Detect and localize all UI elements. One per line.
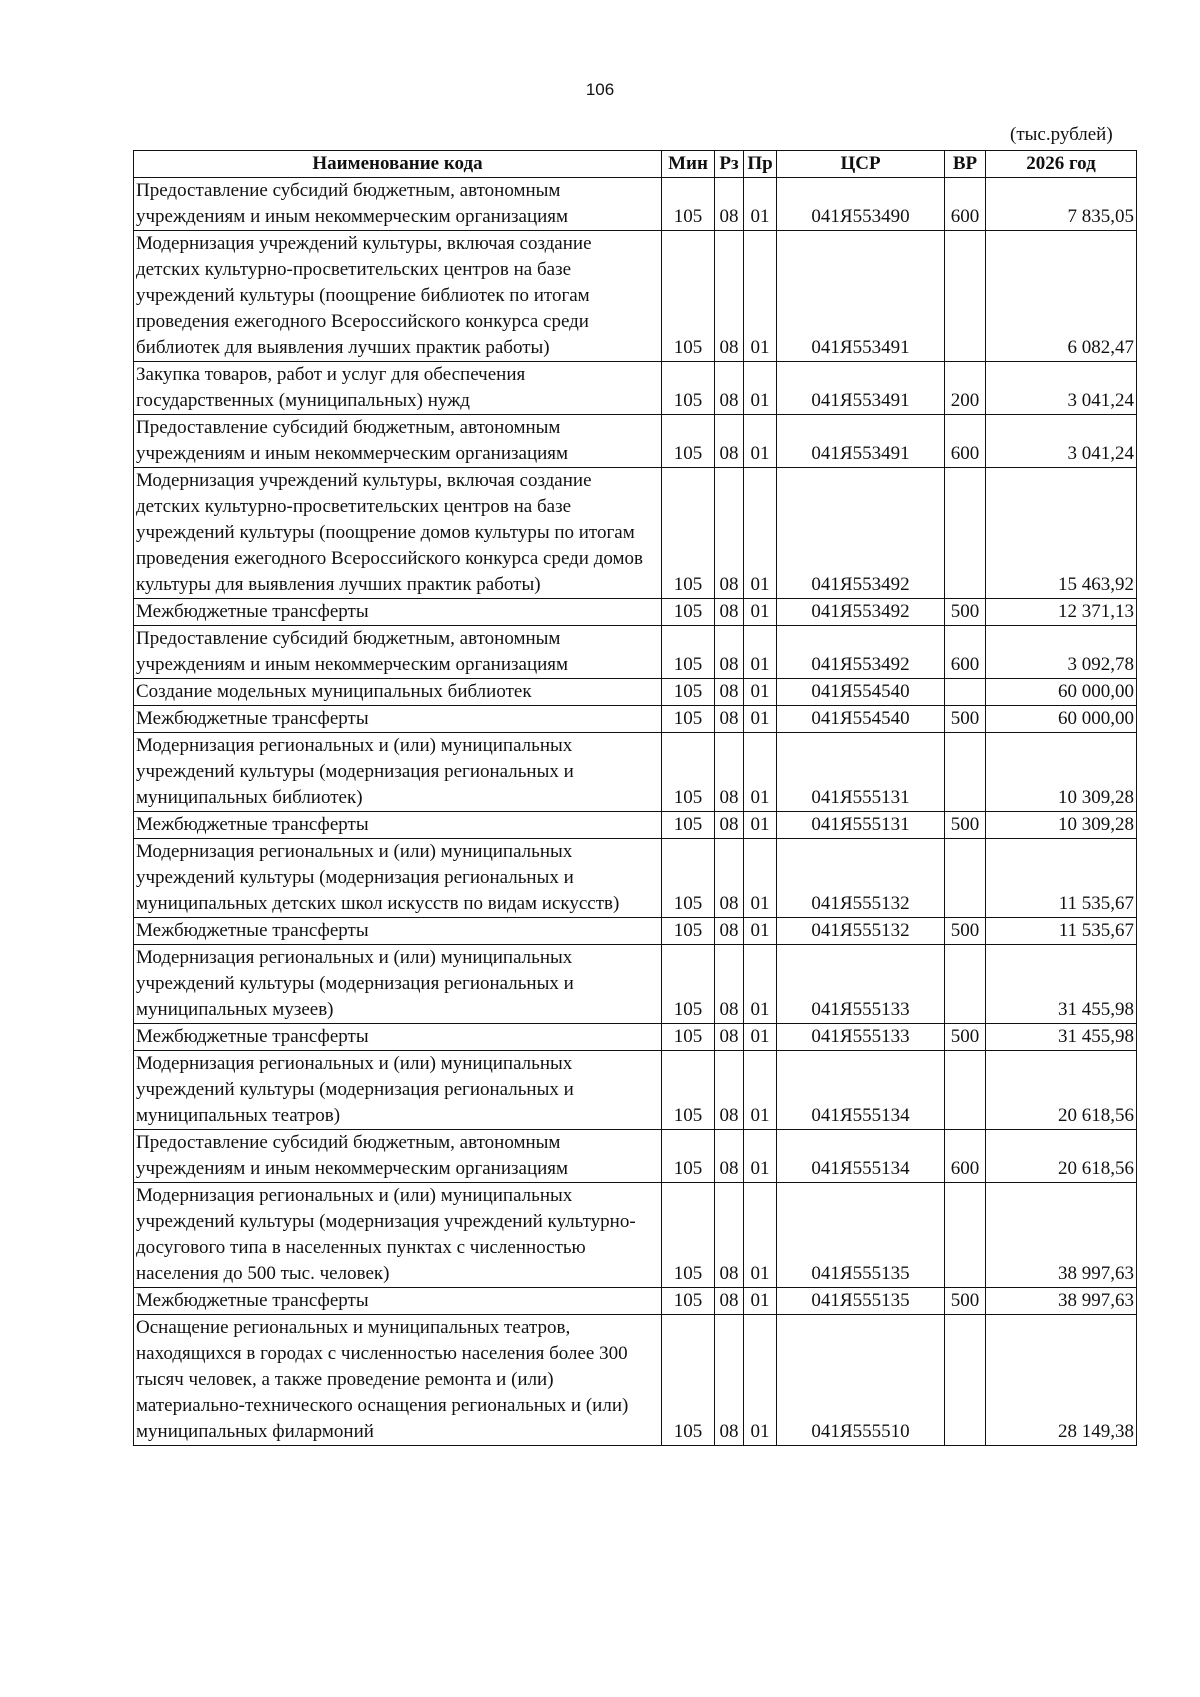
budget-table bbox=[133, 150, 1137, 1446]
cell-vr bbox=[945, 679, 986, 706]
cell-amount: 3 041,24 bbox=[986, 362, 1137, 415]
cell-vr: 500 bbox=[945, 1288, 986, 1315]
cell-csr: 041Я555133 bbox=[777, 1024, 945, 1051]
cell-min: 105 bbox=[662, 178, 715, 231]
cell-rz: 08 bbox=[715, 1051, 744, 1130]
cell-min: 105 bbox=[662, 679, 715, 706]
cell-pr: 01 bbox=[744, 706, 777, 733]
cell-min: 105 bbox=[662, 1024, 715, 1051]
cell-pr: 01 bbox=[744, 1183, 777, 1288]
cell-amount: 28 149,38 bbox=[986, 1315, 1137, 1446]
cell-csr: 041Я553492 bbox=[777, 626, 945, 679]
cell-min: 105 bbox=[662, 839, 715, 918]
table-row bbox=[134, 812, 1137, 839]
cell-vr bbox=[945, 839, 986, 918]
column-header-rz: Рз bbox=[715, 151, 744, 178]
cell-min: 105 bbox=[662, 1288, 715, 1315]
cell-amount: 20 618,56 bbox=[986, 1051, 1137, 1130]
cell-amount: 60 000,00 bbox=[986, 706, 1137, 733]
cell-csr: 041Я554540 bbox=[777, 706, 945, 733]
table-row bbox=[134, 1130, 1137, 1183]
cell-amount: 3 092,78 bbox=[986, 626, 1137, 679]
cell-name: Модернизация региональных и (или) муниципальных учреждений культуры (модернизация региональных и муниципальных детских школ искусств по видам искусств) bbox=[134, 839, 662, 918]
cell-vr: 500 bbox=[945, 812, 986, 839]
cell-name: Предоставление субсидий бюджетным, автономным учреждениям и иным некоммерческим организациям bbox=[134, 415, 662, 468]
cell-vr: 500 bbox=[945, 599, 986, 626]
cell-amount: 38 997,63 bbox=[986, 1288, 1137, 1315]
cell-name: Модернизация региональных и (или) муниципальных учреждений культуры (модернизация учреждений культурно-досугового типа в населенных пунктах с численностью населения до 500 тыс. человек) bbox=[134, 1183, 662, 1288]
cell-csr: 041Я555133 bbox=[777, 945, 945, 1024]
column-header-csr: ЦСР bbox=[777, 151, 945, 178]
cell-pr: 01 bbox=[744, 231, 777, 362]
column-header-pr: Пр bbox=[744, 151, 777, 178]
cell-vr: 600 bbox=[945, 1130, 986, 1183]
table-row bbox=[134, 733, 1137, 812]
cell-vr: 500 bbox=[945, 706, 986, 733]
table-row bbox=[134, 468, 1137, 599]
cell-amount: 31 455,98 bbox=[986, 1024, 1137, 1051]
cell-vr bbox=[945, 1315, 986, 1446]
cell-min: 105 bbox=[662, 1051, 715, 1130]
cell-vr: 600 bbox=[945, 415, 986, 468]
cell-amount: 6 082,47 bbox=[986, 231, 1137, 362]
cell-csr: 041Я553491 bbox=[777, 415, 945, 468]
cell-amount: 3 041,24 bbox=[986, 415, 1137, 468]
cell-vr bbox=[945, 733, 986, 812]
cell-rz: 08 bbox=[715, 812, 744, 839]
cell-vr bbox=[945, 945, 986, 1024]
cell-pr: 01 bbox=[744, 626, 777, 679]
cell-vr: 600 bbox=[945, 626, 986, 679]
table-row bbox=[134, 362, 1137, 415]
cell-name: Межбюджетные трансферты bbox=[134, 1024, 662, 1051]
table-row bbox=[134, 178, 1137, 231]
table-row bbox=[134, 1051, 1137, 1130]
cell-rz: 08 bbox=[715, 839, 744, 918]
cell-name: Модернизация региональных и (или) муниципальных учреждений культуры (модернизация региональных и муниципальных театров) bbox=[134, 1051, 662, 1130]
cell-rz: 08 bbox=[715, 415, 744, 468]
cell-csr: 041Я555134 bbox=[777, 1051, 945, 1130]
cell-csr: 041Я555134 bbox=[777, 1130, 945, 1183]
cell-rz: 08 bbox=[715, 1024, 744, 1051]
cell-csr: 041Я555131 bbox=[777, 733, 945, 812]
cell-name: Закупка товаров, работ и услуг для обеспечения государственных (муниципальных) нужд bbox=[134, 362, 662, 415]
cell-rz: 08 bbox=[715, 1130, 744, 1183]
cell-min: 105 bbox=[662, 945, 715, 1024]
table-row bbox=[134, 626, 1137, 679]
cell-name: Межбюджетные трансферты bbox=[134, 918, 662, 945]
cell-min: 105 bbox=[662, 918, 715, 945]
cell-name: Предоставление субсидий бюджетным, автономным учреждениям и иным некоммерческим организациям bbox=[134, 1130, 662, 1183]
cell-csr: 041Я555135 bbox=[777, 1183, 945, 1288]
cell-pr: 01 bbox=[744, 918, 777, 945]
cell-amount: 11 535,67 bbox=[986, 839, 1137, 918]
cell-name: Оснащение региональных и муниципальных театров, находящихся в городах с численностью населения более 300 тысяч человек, а также проведение ремонта и (или) материально-технического оснащения региональных и (или) муниципальных филармоний bbox=[134, 1315, 662, 1446]
cell-min: 105 bbox=[662, 1130, 715, 1183]
cell-pr: 01 bbox=[744, 733, 777, 812]
cell-rz: 08 bbox=[715, 178, 744, 231]
cell-rz: 08 bbox=[715, 231, 744, 362]
table-row bbox=[134, 945, 1137, 1024]
cell-rz: 08 bbox=[715, 706, 744, 733]
table-row bbox=[134, 599, 1137, 626]
cell-amount: 10 309,28 bbox=[986, 812, 1137, 839]
cell-rz: 08 bbox=[715, 468, 744, 599]
cell-min: 105 bbox=[662, 1183, 715, 1288]
cell-csr: 041Я554540 bbox=[777, 679, 945, 706]
cell-amount: 10 309,28 bbox=[986, 733, 1137, 812]
table-row bbox=[134, 415, 1137, 468]
table-row bbox=[134, 231, 1137, 362]
table-body bbox=[134, 178, 1137, 1446]
cell-vr bbox=[945, 231, 986, 362]
cell-name: Создание модельных муниципальных библиотек bbox=[134, 679, 662, 706]
cell-pr: 01 bbox=[744, 1288, 777, 1315]
cell-csr: 041Я555132 bbox=[777, 918, 945, 945]
column-header-name: Наименование кода bbox=[134, 151, 662, 178]
cell-csr: 041Я553491 bbox=[777, 362, 945, 415]
cell-amount: 38 997,63 bbox=[986, 1183, 1137, 1288]
cell-pr: 01 bbox=[744, 812, 777, 839]
cell-csr: 041Я553492 bbox=[777, 599, 945, 626]
cell-amount: 31 455,98 bbox=[986, 945, 1137, 1024]
cell-vr: 500 bbox=[945, 1024, 986, 1051]
cell-rz: 08 bbox=[715, 918, 744, 945]
table-row bbox=[134, 1288, 1137, 1315]
cell-min: 105 bbox=[662, 812, 715, 839]
cell-amount: 12 371,13 bbox=[986, 599, 1137, 626]
cell-amount: 11 535,67 bbox=[986, 918, 1137, 945]
cell-rz: 08 bbox=[715, 945, 744, 1024]
cell-pr: 01 bbox=[744, 415, 777, 468]
table-row bbox=[134, 679, 1137, 706]
column-header-vr: ВР bbox=[945, 151, 986, 178]
table-row bbox=[134, 1183, 1137, 1288]
cell-vr bbox=[945, 468, 986, 599]
cell-name: Предоставление субсидий бюджетным, автономным учреждениям и иным некоммерческим организациям bbox=[134, 626, 662, 679]
cell-min: 105 bbox=[662, 231, 715, 362]
cell-rz: 08 bbox=[715, 1288, 744, 1315]
cell-pr: 01 bbox=[744, 679, 777, 706]
cell-csr: 041Я553492 bbox=[777, 468, 945, 599]
cell-name: Межбюджетные трансферты bbox=[134, 706, 662, 733]
cell-rz: 08 bbox=[715, 733, 744, 812]
cell-rz: 08 bbox=[715, 626, 744, 679]
table-row bbox=[134, 706, 1137, 733]
cell-vr: 500 bbox=[945, 918, 986, 945]
cell-amount: 20 618,56 bbox=[986, 1130, 1137, 1183]
cell-csr: 041Я555132 bbox=[777, 839, 945, 918]
cell-rz: 08 bbox=[715, 599, 744, 626]
cell-min: 105 bbox=[662, 362, 715, 415]
cell-vr: 200 bbox=[945, 362, 986, 415]
units-label: (тыс.рублей) bbox=[1010, 124, 1113, 145]
cell-min: 105 bbox=[662, 733, 715, 812]
cell-vr bbox=[945, 1183, 986, 1288]
cell-name: Предоставление субсидий бюджетным, автономным учреждениям и иным некоммерческим организациям bbox=[134, 178, 662, 231]
cell-name: Межбюджетные трансферты bbox=[134, 812, 662, 839]
column-header-min: Мин bbox=[662, 151, 715, 178]
table-row bbox=[134, 1315, 1137, 1446]
cell-amount: 15 463,92 bbox=[986, 468, 1137, 599]
cell-pr: 01 bbox=[744, 1130, 777, 1183]
cell-min: 105 bbox=[662, 415, 715, 468]
cell-name: Межбюджетные трансферты bbox=[134, 1288, 662, 1315]
cell-pr: 01 bbox=[744, 1051, 777, 1130]
page-number: 106 bbox=[585, 80, 615, 99]
table-row bbox=[134, 918, 1137, 945]
cell-pr: 01 bbox=[744, 945, 777, 1024]
cell-pr: 01 bbox=[744, 178, 777, 231]
cell-rz: 08 bbox=[715, 1315, 744, 1446]
cell-csr: 041Я555510 bbox=[777, 1315, 945, 1446]
table-row bbox=[134, 1024, 1137, 1051]
cell-min: 105 bbox=[662, 1315, 715, 1446]
cell-min: 105 bbox=[662, 599, 715, 626]
cell-csr: 041Я553491 bbox=[777, 231, 945, 362]
cell-amount: 60 000,00 bbox=[986, 679, 1137, 706]
cell-name: Модернизация региональных и (или) муниципальных учреждений культуры (модернизация региональных и муниципальных музеев) bbox=[134, 945, 662, 1024]
cell-pr: 01 bbox=[744, 362, 777, 415]
cell-min: 105 bbox=[662, 706, 715, 733]
cell-csr: 041Я555131 bbox=[777, 812, 945, 839]
cell-csr: 041Я553490 bbox=[777, 178, 945, 231]
cell-pr: 01 bbox=[744, 839, 777, 918]
cell-rz: 08 bbox=[715, 362, 744, 415]
cell-rz: 08 bbox=[715, 1183, 744, 1288]
cell-min: 105 bbox=[662, 468, 715, 599]
column-header-year: 2026 год bbox=[986, 151, 1137, 178]
cell-name: Межбюджетные трансферты bbox=[134, 599, 662, 626]
cell-name: Модернизация учреждений культуры, включая создание детских культурно-просветительских центров на базе учреждений культуры (поощрение домов культуры по итогам проведения ежегодного Всероссийского конкурса среди домов культуры для выявления лучших практик работы) bbox=[134, 468, 662, 599]
cell-amount: 7 835,05 bbox=[986, 178, 1137, 231]
cell-min: 105 bbox=[662, 626, 715, 679]
cell-pr: 01 bbox=[744, 1024, 777, 1051]
cell-pr: 01 bbox=[744, 468, 777, 599]
cell-name: Модернизация региональных и (или) муниципальных учреждений культуры (модернизация региональных и муниципальных библиотек) bbox=[134, 733, 662, 812]
cell-pr: 01 bbox=[744, 599, 777, 626]
cell-name: Модернизация учреждений культуры, включая создание детских культурно-просветительских центров на базе учреждений культуры (поощрение библиотек по итогам проведения ежегодного Всероссийского конкурса среди библиотек для выявления лучших практик работы) bbox=[134, 231, 662, 362]
cell-rz: 08 bbox=[715, 679, 744, 706]
cell-csr: 041Я555135 bbox=[777, 1288, 945, 1315]
table-header-row bbox=[134, 151, 1137, 178]
cell-pr: 01 bbox=[744, 1315, 777, 1446]
cell-vr bbox=[945, 1051, 986, 1130]
table-row bbox=[134, 839, 1137, 918]
cell-vr: 600 bbox=[945, 178, 986, 231]
